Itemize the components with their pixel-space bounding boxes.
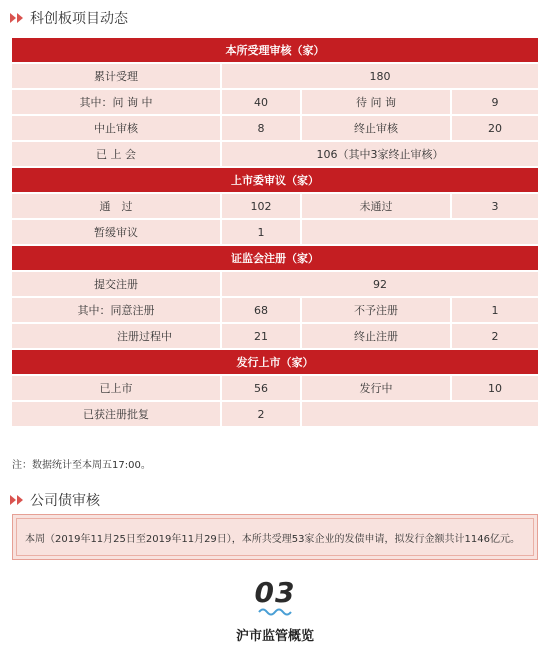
label-suspended-review: 中止审核 xyxy=(11,115,221,141)
label-rejected-registration: 不予注册 xyxy=(301,297,451,323)
value-registration-approved: 2 xyxy=(221,401,301,427)
value-suspended-review: 8 xyxy=(221,115,301,141)
section-bond-title xyxy=(10,490,100,510)
value-passed: 102 xyxy=(221,193,301,219)
value-pending-inquiry: 9 xyxy=(451,89,539,115)
empty-cell xyxy=(301,219,539,245)
value-submitted-registration: 92 xyxy=(221,271,539,297)
section-kcb-title-text: 科创板项目动态 xyxy=(30,11,128,27)
value-registration-in-progress: 21 xyxy=(221,323,301,349)
label-issuing: 发行中 xyxy=(301,375,451,401)
header-listing-committee: 上市委审议（家） xyxy=(11,167,539,193)
value-not-passed: 3 xyxy=(451,193,539,219)
section-kcb-title xyxy=(10,8,128,28)
value-terminated-registration: 2 xyxy=(451,323,539,349)
header-issuance-listing: 发行上市（家） xyxy=(11,349,539,375)
empty-cell xyxy=(301,401,539,427)
value-rejected-registration: 1 xyxy=(451,297,539,323)
bond-review-box xyxy=(12,514,538,560)
double-arrow-icon xyxy=(10,495,24,505)
header-acceptance: 本所受理审核（家） xyxy=(11,37,539,63)
value-issuing: 10 xyxy=(451,375,539,401)
label-submitted-registration: 提交注册 xyxy=(11,271,221,297)
part-title: 沪市监管概览 xyxy=(235,629,314,644)
label-not-passed: 未通过 xyxy=(301,193,451,219)
value-deferred: 1 xyxy=(221,219,301,245)
label-inquiring: 其中：问 询 中 xyxy=(11,89,221,115)
section-bond-title-text: 公司债审核 xyxy=(30,493,100,509)
value-inquiring: 40 xyxy=(221,89,301,115)
wave-decoration-icon xyxy=(258,606,292,616)
value-meeting-held: 106（其中3家终止审核） xyxy=(221,141,539,167)
label-registration-in-progress: 注册过程中 xyxy=(11,323,221,349)
label-total-accepted: 累计受理 xyxy=(11,63,221,89)
label-passed: 通 过 xyxy=(11,193,221,219)
part-number: 03 xyxy=(254,576,296,609)
value-listed: 56 xyxy=(221,375,301,401)
label-pending-inquiry: 待 问 询 xyxy=(301,89,451,115)
value-total-accepted: 180 xyxy=(221,63,539,89)
kcb-status-table xyxy=(10,36,540,428)
label-deferred: 暂缓审议 xyxy=(11,219,221,245)
double-arrow-icon xyxy=(10,13,24,23)
label-approved-registration: 其中：同意注册 xyxy=(11,297,221,323)
value-terminated-review: 20 xyxy=(451,115,539,141)
label-terminated-review: 终止审核 xyxy=(301,115,451,141)
statistics-note: 注：数据统计至本周五17:00。 xyxy=(12,460,151,471)
label-listed: 已上市 xyxy=(11,375,221,401)
header-csrc-registration: 证监会注册（家） xyxy=(11,245,539,271)
label-terminated-registration: 终止注册 xyxy=(301,323,451,349)
label-meeting-held: 已 上 会 xyxy=(11,141,221,167)
value-approved-registration: 68 xyxy=(221,297,301,323)
bond-review-text: 本周（2019年11月25日至2019年11月29日），本所共受理53家企业的发债申请，拟发行金额共计1146亿元。 xyxy=(25,533,520,545)
label-registration-approved: 已获注册批复 xyxy=(11,401,221,427)
